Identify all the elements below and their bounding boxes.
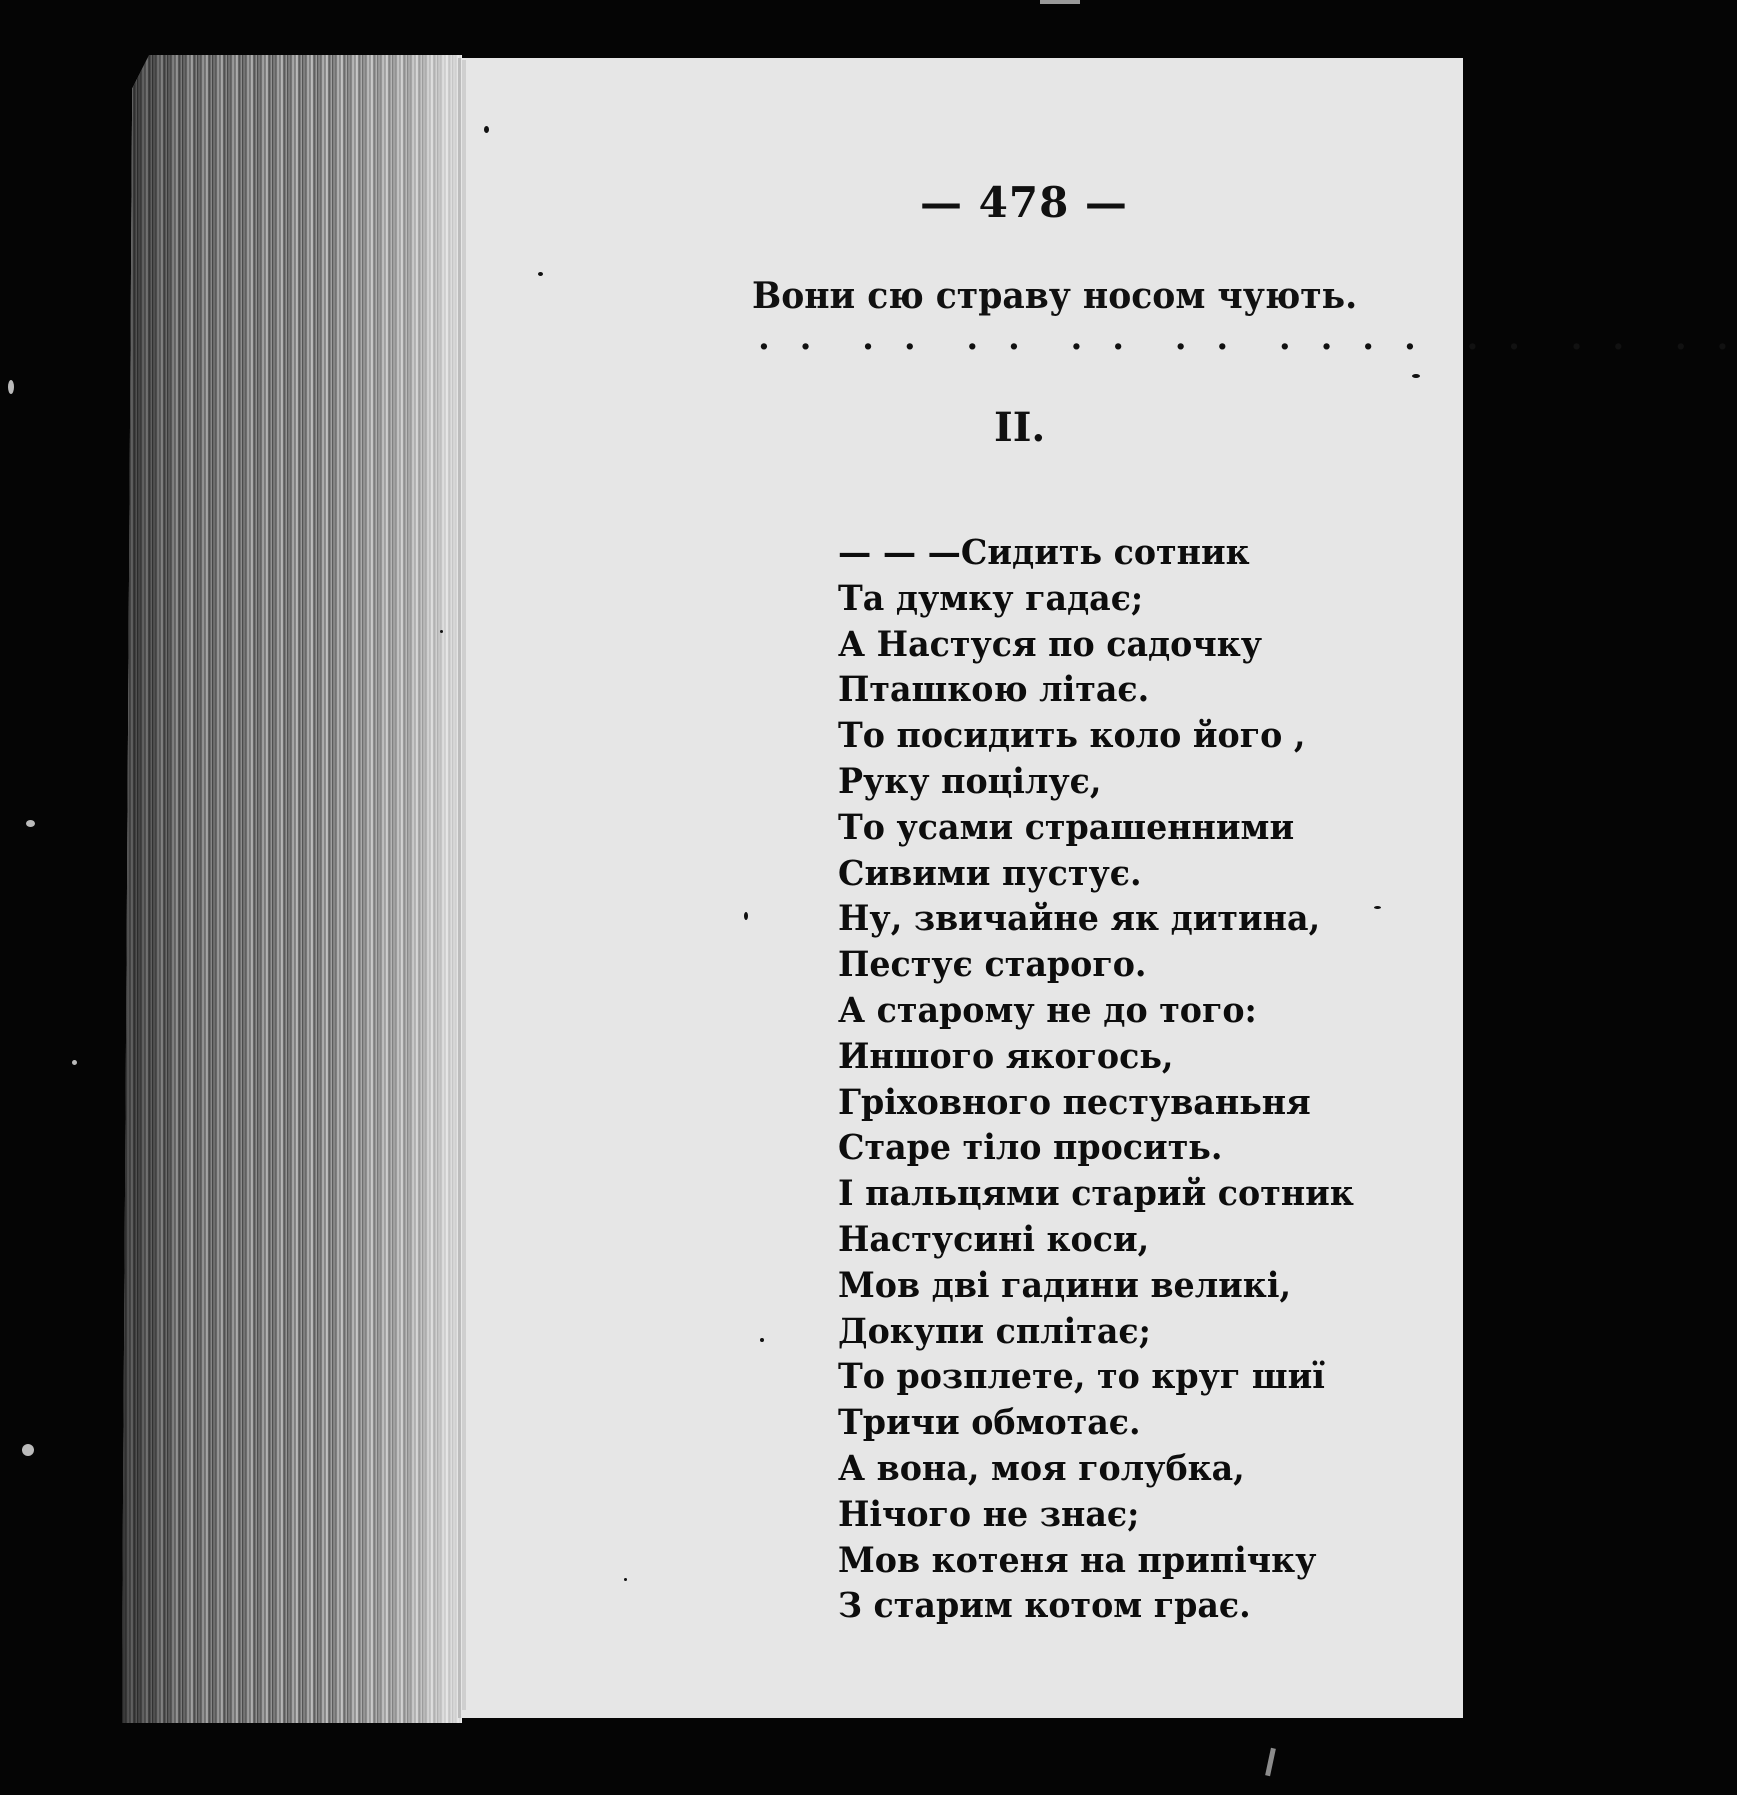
verse-line: Сивими пустує. bbox=[838, 852, 1142, 894]
verse-line: Пташкою літає. bbox=[838, 669, 1150, 711]
dust-speck bbox=[744, 912, 748, 920]
dust-speck bbox=[26, 820, 35, 827]
verse-line: А вона, моя голубка, bbox=[838, 1447, 1245, 1489]
verse-line: Руку поцілує, bbox=[838, 760, 1102, 802]
verse-line: Мов дві гадини великі, bbox=[838, 1264, 1292, 1306]
verse-line: Настусині коси, bbox=[838, 1218, 1150, 1260]
verse-line: Старе тіло просить. bbox=[838, 1127, 1223, 1169]
scan-artifact-bottom bbox=[1265, 1748, 1276, 1776]
dust-speck bbox=[1374, 906, 1381, 909]
verse-line: Та думку гадає; bbox=[838, 577, 1144, 619]
verse-line: Докупи сплітає; bbox=[838, 1310, 1151, 1352]
verse-line: З старим котом грає. bbox=[838, 1585, 1251, 1627]
dust-speck bbox=[72, 1060, 77, 1065]
dust-speck bbox=[760, 1338, 764, 1342]
opening-line: Вони сю страву носом чують. bbox=[752, 275, 1358, 317]
verse-line: Ну, звичайне як дитина, bbox=[838, 898, 1321, 940]
verse-line: Иншого якогось, bbox=[838, 1035, 1174, 1077]
dust-speck bbox=[440, 630, 443, 633]
verse-block bbox=[838, 530, 1381, 1629]
verse-line: І пальцями старий сотник bbox=[838, 1173, 1354, 1215]
verse-line: То усами страшенними bbox=[838, 806, 1295, 848]
dust-speck bbox=[22, 1444, 34, 1456]
verse-line: То розплете, то круг шиї bbox=[838, 1356, 1325, 1398]
page-number: — 478 — bbox=[920, 178, 1128, 227]
verse-line: Нічого не знає; bbox=[838, 1493, 1140, 1535]
page-gutter bbox=[462, 60, 466, 1710]
verse-line: А старому не до того: bbox=[838, 989, 1257, 1031]
dust-speck bbox=[1412, 374, 1420, 378]
verse-line: То посидить коло його , bbox=[838, 715, 1306, 757]
section-number: II. bbox=[994, 404, 1046, 451]
scan-artifact-top bbox=[1040, 0, 1080, 4]
verse-line: Пестує старого. bbox=[838, 944, 1147, 986]
verse-line: Гріховного пестуваньня bbox=[838, 1081, 1311, 1123]
verse-line: Мов котеня на припічку bbox=[838, 1539, 1317, 1581]
verse-line: Тричи обмотає. bbox=[838, 1402, 1141, 1444]
verse-line: — — —Сидить сотник bbox=[838, 532, 1250, 573]
page-edges bbox=[122, 55, 462, 1723]
ellipsis-separator: . . . . . . . . . . . . . . . . . . . . bbox=[758, 318, 1737, 358]
dust-speck bbox=[624, 1578, 627, 1581]
verse-line: А Настуся по садочку bbox=[838, 623, 1262, 665]
dust-speck bbox=[538, 272, 543, 276]
dust-speck bbox=[8, 380, 14, 394]
dust-speck bbox=[484, 126, 489, 133]
